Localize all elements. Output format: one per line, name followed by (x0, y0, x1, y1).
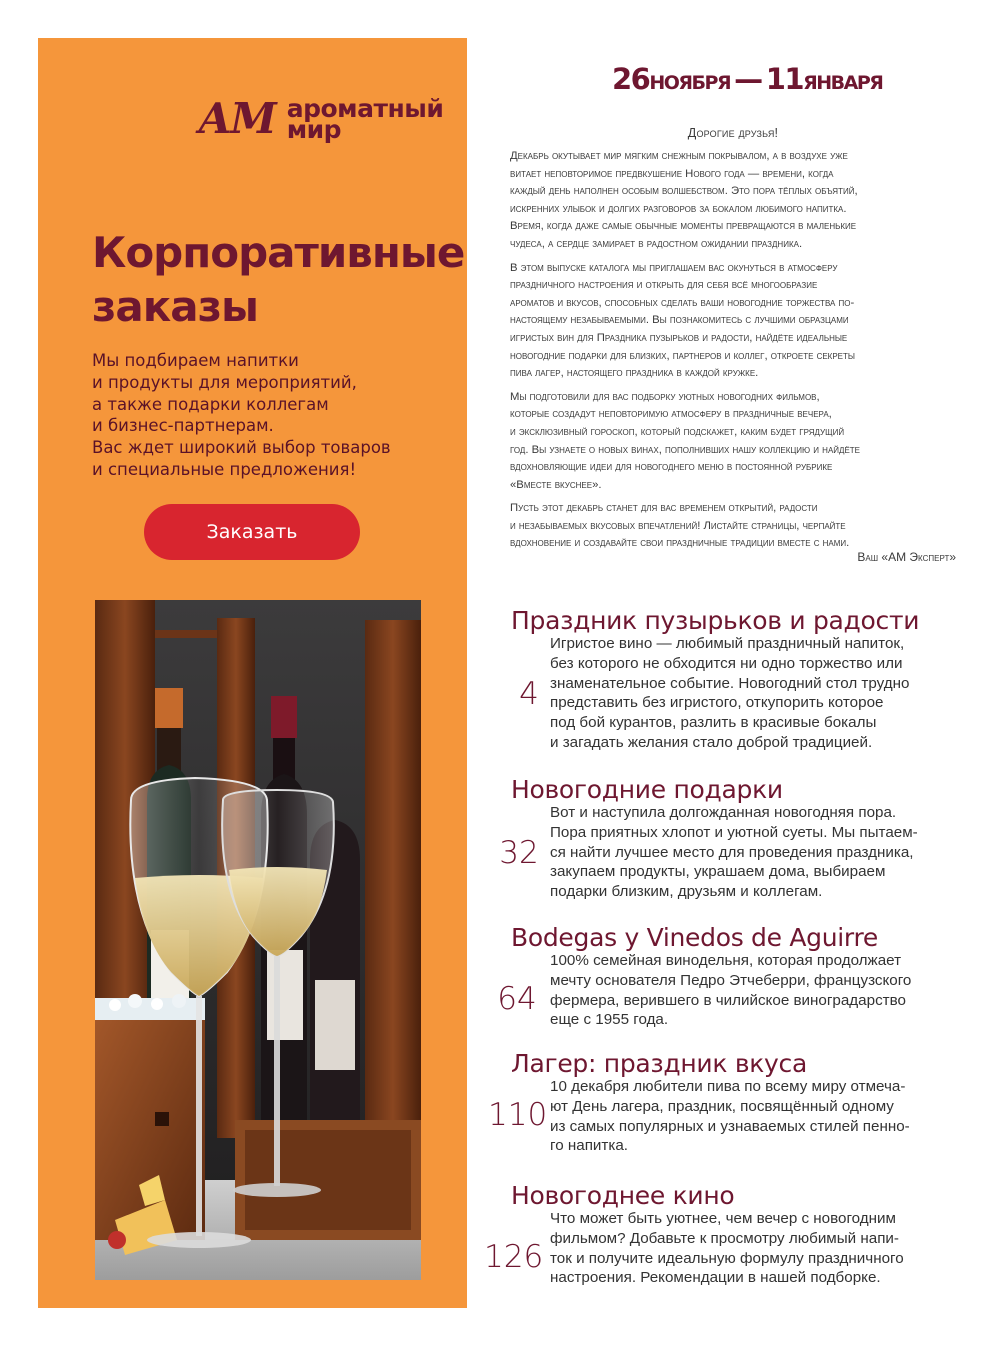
toc-page-number[interactable]: 64 (497, 981, 537, 1017)
letter-signature: Ваш «АМ Эксперт» (857, 550, 956, 564)
toc-line: еще с 1955 года. (550, 1011, 669, 1029)
letter-line: искренних улыбок и долгих разговоров за бокалом любимого напитка. (510, 202, 847, 215)
toc-line: знаменательное событие. Новогодний стол трудно (550, 674, 910, 692)
promo-panel (38, 38, 467, 1308)
toc-description (550, 1209, 960, 1288)
toc-line: ток и получите идеальную формулу праздничного (550, 1249, 904, 1267)
toc-title[interactable]: Bodegas y Vinedos de Aguirre (511, 923, 878, 952)
toc-page-number[interactable]: 4 (519, 676, 539, 712)
letter-line: которые создадут неповторимую атмосферу в праздничные вечера, (510, 408, 832, 421)
toc-page-number[interactable]: 126 (484, 1239, 544, 1275)
letter-line: Время, когда даже самые обычные моменты превращаются в маленькие (510, 220, 857, 233)
toc-page-number[interactable]: 110 (488, 1097, 548, 1133)
promo-text-line: и специальные предложения! (92, 459, 357, 479)
letter-paragraph (510, 500, 956, 553)
toc-line: и загадать желания стало доброй традицией. (550, 733, 873, 751)
toc-description (550, 1077, 960, 1156)
toc-title[interactable]: Новогодние подарки (511, 775, 783, 804)
letter-line: каждый день наполнен особым волшебством. Это пора тёплых объятий, (510, 185, 858, 198)
toc-line: фермера, верившего в чилийское виноградарство (550, 991, 906, 1009)
letter-paragraph (510, 260, 956, 383)
letter-line: витает неповторимое предвкушение Нового года — времени, когда (510, 167, 834, 180)
toc-line: представить без игристого, откупорить которое (550, 694, 884, 712)
letter-line: праздничного настроения и открыть для себя всё многообразие (510, 279, 818, 292)
promo-description (92, 350, 452, 481)
catalog-period (612, 62, 882, 102)
letter-line: вдохновение и создавайте свои праздничные традиции вместе с нами. (510, 537, 850, 550)
toc-line: Что может быть уютнее, чем вечер с новогодним (550, 1210, 896, 1227)
toc-line: Игристое вино — любимый праздничный напиток, (550, 635, 905, 652)
letter-line: Мы подготовили для вас подборку уютных новогодних фильмов, (510, 390, 820, 403)
toc-line: мечту основателя Педро Этчеберри, французского (550, 971, 912, 989)
toc-line: го напитка. (550, 1137, 629, 1155)
order-button[interactable]: Заказать (144, 504, 360, 560)
letter-line: ароматов и вкусов, способных сделать ваши новогодние торжества по- (510, 296, 855, 309)
toc-line: закупаем продукты, украшаем дома, выбираем (550, 863, 886, 881)
toc-description (550, 634, 960, 753)
editor-letter (510, 148, 956, 559)
letter-line: и незабываемых вкусовых впечатлений! Листайте страницы, черпайте (510, 519, 846, 532)
toc-line: под бой курантов, разлить в красивые бокалы (550, 714, 877, 732)
brand-name-line: мир (286, 115, 342, 144)
wine-photo (95, 600, 421, 1280)
promo-title-line: заказы (92, 282, 258, 331)
letter-line: «Вместе вкуснее». (510, 478, 602, 491)
letter-line: игристых вин для Праздника пузырьков и радости, найдёте идеальные (510, 331, 848, 344)
toc-title[interactable]: Праздник пузырьков и радости (511, 606, 920, 635)
toc-line: подарки близким, друзьям и коллегам. (550, 883, 823, 901)
toc-title[interactable]: Лагер: праздник вкуса (511, 1049, 808, 1078)
promo-text-line: и продукты для мероприятий, (92, 372, 357, 392)
toc-line: Вот и наступила долгожданная новогодняя пора. (550, 804, 897, 821)
letter-line: Декабрь окутывает мир мягким снежным покрывалом, а в воздухе уже (510, 150, 848, 162)
brand-name (286, 94, 444, 144)
brand-name-line: ароматный (286, 94, 444, 123)
toc-page-number[interactable]: 32 (499, 835, 539, 871)
toc-line: без которого не обходится ни одно торжество или (550, 654, 903, 672)
letter-line: В этом выпуске каталога мы приглашаем вас окунуться в атмосферу (510, 261, 838, 274)
period-separator: — (734, 62, 762, 96)
letter-line: чудеса, а сердце замирает в радостном ожидании праздника. (510, 237, 803, 250)
promo-title (92, 226, 465, 334)
toc-line: ют День лагера, праздник, посвящённый одному (550, 1097, 894, 1115)
promo-text-line: а также подарки коллегам (92, 394, 329, 414)
toc-title[interactable]: Новогоднее кино (511, 1181, 735, 1210)
letter-paragraph (510, 148, 956, 254)
period-start-day: 26 (612, 62, 650, 96)
period-end-month: ЯНВАРЯ (803, 72, 883, 94)
toc-line: настроения. Рекомендации в нашей подборке. (550, 1269, 881, 1287)
letter-line: год. Вы узнаете о новых винах, пополнивших нашу коллекцию и найдёте (510, 443, 861, 456)
letter-line: и эксклюзивный гороскоп, который подскажет, каким будет грядущий (510, 425, 845, 438)
toc-line: ся найти лучшее место для проведения праздника, (550, 843, 914, 861)
toc-line: Пора приятных хлопот и уютной суеты. Мы пытаем- (550, 823, 918, 841)
letter-paragraph (510, 389, 956, 495)
toc-line: 100% семейная винодельня, которая продолжает (550, 952, 902, 969)
letter-line: вдохновляющие идеи для новогоднего меню в постоянной рубрике (510, 461, 833, 474)
letter-line: пива лагер, настоящего праздника в каждой кружке. (510, 367, 759, 380)
toc-line: 10 декабря любители пива по всему миру отмеча- (550, 1078, 906, 1095)
period-end-day: 11 (765, 62, 804, 96)
promo-text-line: Вас ждет широкий выбор товаров (92, 438, 391, 458)
promo-text-line: и бизнес-партнерам. (92, 416, 274, 436)
toc-description (550, 803, 960, 902)
promo-text-line: Мы подбираем напитки (92, 351, 299, 370)
toc-line: из самых популярных и узнаваемых стилей пенно- (550, 1117, 910, 1135)
letter-greeting: Дорогие друзья! (687, 126, 779, 140)
wine-glasses-and-bottles-photo (95, 600, 421, 1280)
toc-line: фильмом? Добавьте к просмотру любимый напи- (550, 1229, 899, 1247)
letter-line: новогодние подарки для близких, партнеров и коллег, откроете секреты (510, 349, 855, 362)
promo-title-line: Корпоративные (92, 228, 465, 277)
period-start-month: НОЯБРЯ (649, 72, 731, 94)
brand-mark: АМ (198, 94, 275, 143)
letter-line: настоящему незабываемыми. Вы познакомитесь с лучшими образцами (510, 314, 849, 327)
toc-description (550, 951, 960, 1030)
brand-logo (198, 94, 444, 144)
letter-line: Пусть этот декабрь станет для вас временем открытий, радости (510, 502, 818, 515)
